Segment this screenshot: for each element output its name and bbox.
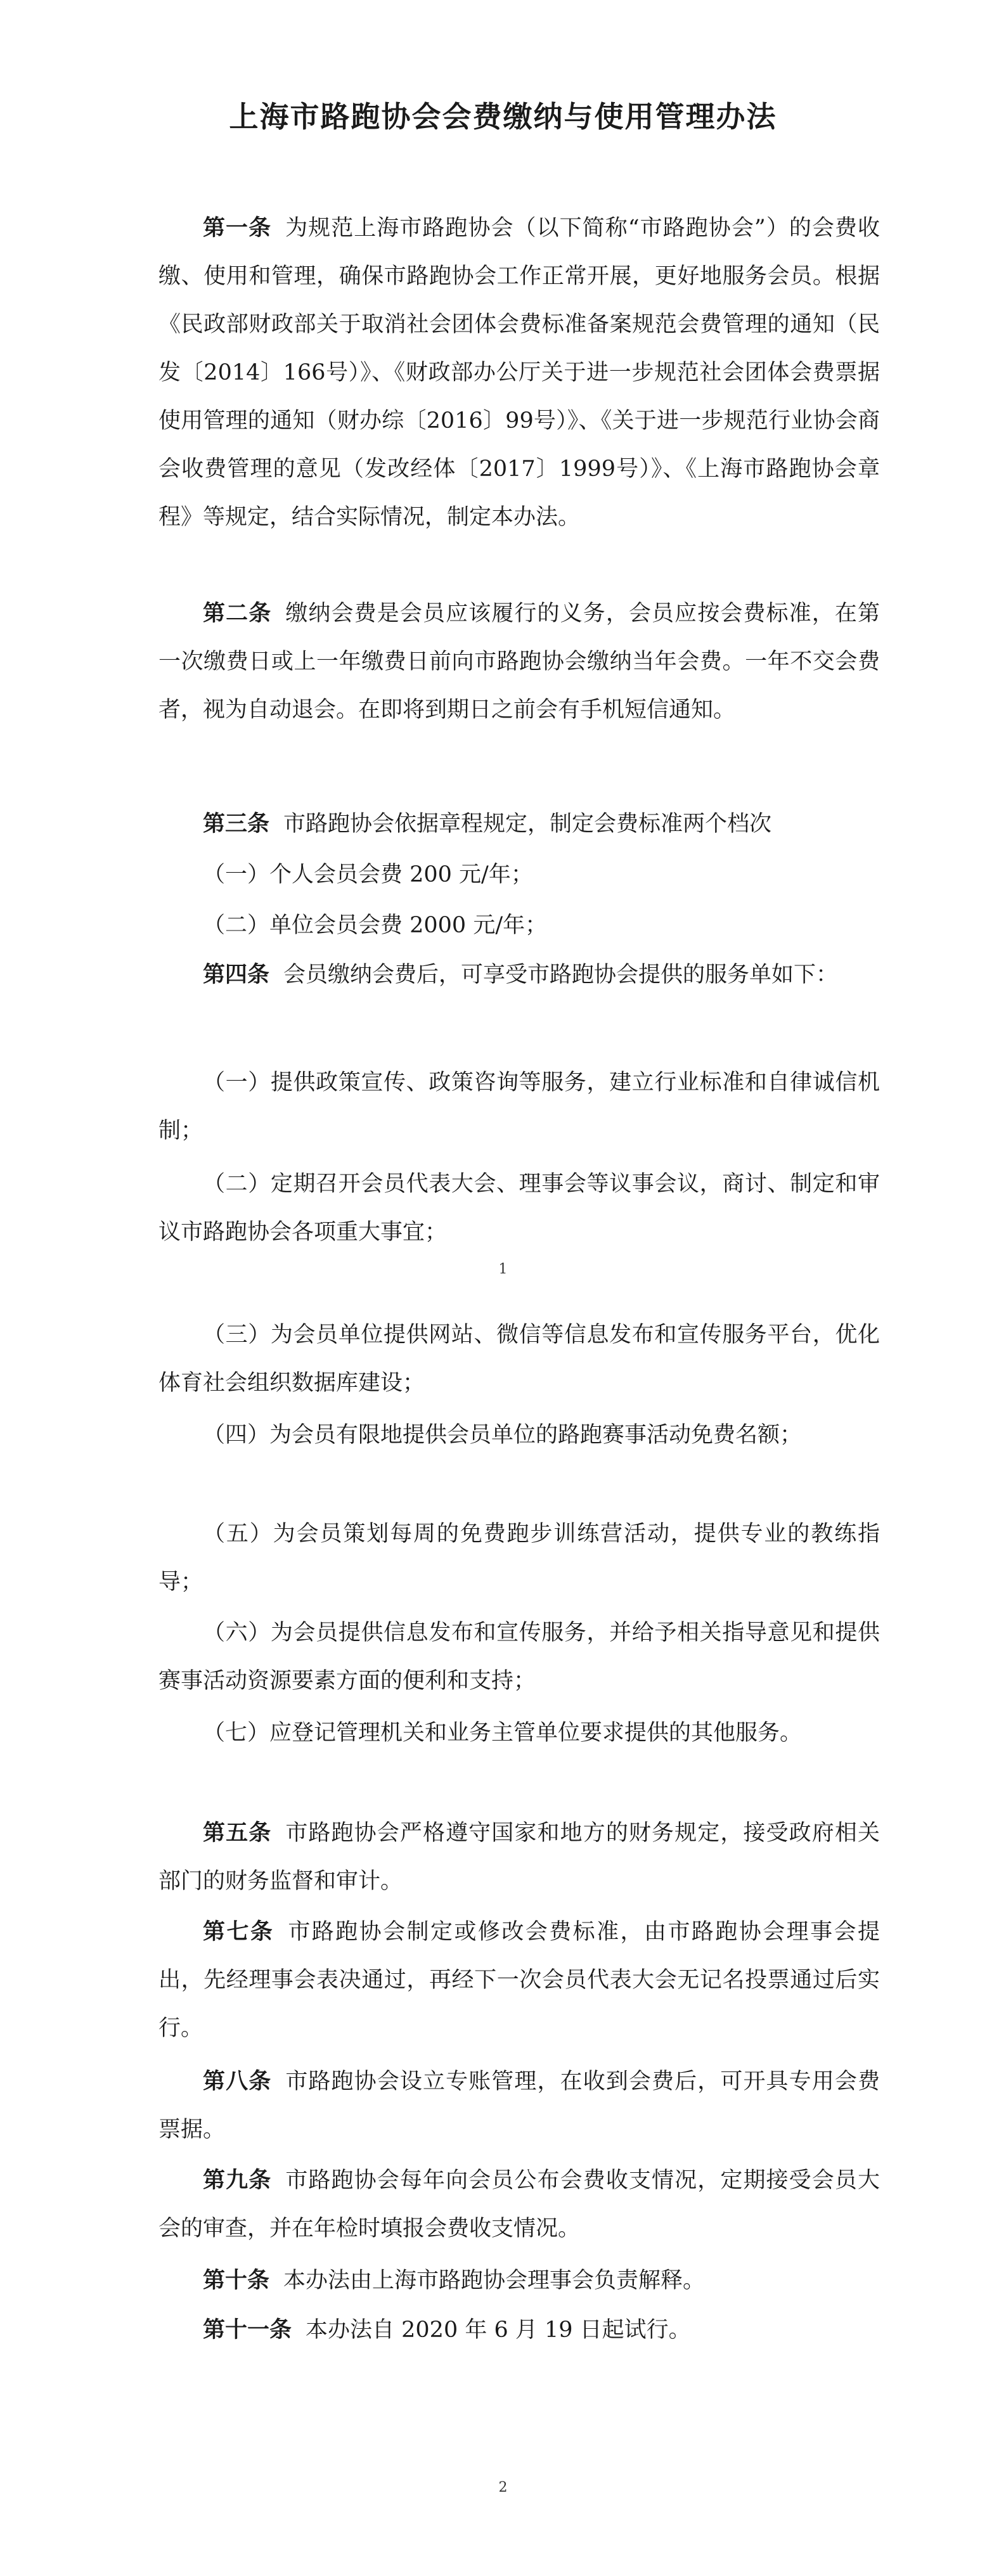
article-4-item-1: （一）提供政策宣传、政策咨询等服务，建立行业标准和自律诚信机制；	[158, 1070, 880, 1143]
article-4-item-4: （四）为会员有限地提供会员单位的路跑赛事活动免费名额；	[203, 1422, 803, 1448]
article-3-label: 第三条	[203, 811, 270, 837]
article-7	[158, 1908, 880, 2052]
article-5	[158, 1809, 880, 1905]
article-4-item-6: （六）为会员提供信息发布和宣传服务，并给予相关指导意见和提供赛事活动资源要素方面的便利和支持；	[158, 1620, 880, 1694]
article-3	[158, 800, 880, 848]
article-2-label: 第二条	[203, 600, 272, 626]
article-11-text: 本办法自 2020 年 6 月 19 日起试行。	[306, 2317, 691, 2343]
article-10-text: 本办法由上海市路跑协会理事会负责解释。	[283, 2268, 706, 2293]
article-3-text: 市路跑协会依据章程规定，制定会费标准两个档次	[283, 811, 772, 837]
article-10	[158, 2257, 880, 2305]
article-1	[158, 204, 880, 541]
article-11	[158, 2306, 880, 2354]
article-2-text: 缴纳会费是会员应该履行的义务，会员应按会费标准，在第一次缴费日或上一年缴费日前向市路跑协会缴纳当年会费。一年不交会费者，视为自动退会。在即将到期日之前会有手机短信通知。	[158, 601, 880, 723]
article-4-label: 第四条	[203, 962, 270, 988]
article-5-label: 第五条	[203, 1820, 272, 1846]
article-5-text: 市路跑协会严格遵守国家和地方的财务规定，接受政府相关部门的财务监督和审计。	[158, 1820, 880, 1894]
article-4-item-3: （三）为会员单位提供网站、微信等信息发布和宣传服务平台，优化体育社会组织数据库建设；	[158, 1322, 880, 1396]
article-4-item-5: （五）为会员策划每周的免费跑步训练营活动，提供专业的教练指导；	[158, 1521, 880, 1595]
article-4	[158, 951, 880, 999]
article-1-label: 第一条	[203, 215, 272, 241]
article-1-text: 为规范上海市路跑协会（以下简称“市路跑协会”）的会费收缴、使用和管理，确保市路跑协会工作正常开展，更好地服务会员。根据《民政部财政部关于取消社会团体会费标准备案规范会费管理的通知（民发〔2014〕166号）》、《财政部办公厅关于进一步规范社会团体会费票据使用管理的通知（财办综〔2016〕99号）》、《关于进一步规范行业协会商会收费管理的意见（发改经体〔2017〕1999号）》、《上海市路跑协会章程》等规定，结合实际情况，制定本办法。	[158, 216, 880, 530]
article-9	[158, 2156, 880, 2253]
document-title: 上海市路跑协会会费缴纳与使用管理办法	[229, 100, 777, 134]
page-number: 1	[498, 1261, 508, 1277]
article-11-label: 第十一条	[203, 2317, 292, 2343]
article-4-item-2: （二）定期召开会员代表大会、理事会等议事会议，商讨、制定和审议市路跑协会各项重大事宜；	[158, 1171, 880, 1245]
article-3-item-2: （二）单位会员会费 2000 元/年；	[203, 913, 548, 938]
article-9-label: 第九条	[203, 2167, 272, 2193]
article-3-item-1: （一）个人会员会费 200 元/年；	[203, 862, 533, 887]
article-2	[158, 589, 880, 734]
article-9-text: 市路跑协会每年向会员公布会费收支情况，定期接受会员大会的审查，并在年检时填报会费收支情况。	[158, 2168, 880, 2241]
page-number: 2	[498, 2480, 508, 2496]
article-10-label: 第十条	[203, 2267, 270, 2293]
article-4-text: 会员缴纳会费后，可享受市路跑协会提供的服务单如下：	[283, 962, 839, 988]
article-8-label: 第八条	[203, 2068, 272, 2094]
article-7-label: 第七条	[203, 1919, 274, 1945]
article-8	[158, 2058, 880, 2154]
article-8-text: 市路跑协会设立专账管理，在收到会费后，可开具专用会费票据。	[158, 2069, 880, 2142]
article-4-item-7: （七）应登记管理机关和业务主管单位要求提供的其他服务。	[203, 1720, 803, 1746]
article-7-text: 市路跑协会制定或修改会费标准，由市路跑协会理事会提出，先经理事会表决通过，再经下一次会员代表大会无记名投票通过后实行。	[158, 1919, 880, 2041]
